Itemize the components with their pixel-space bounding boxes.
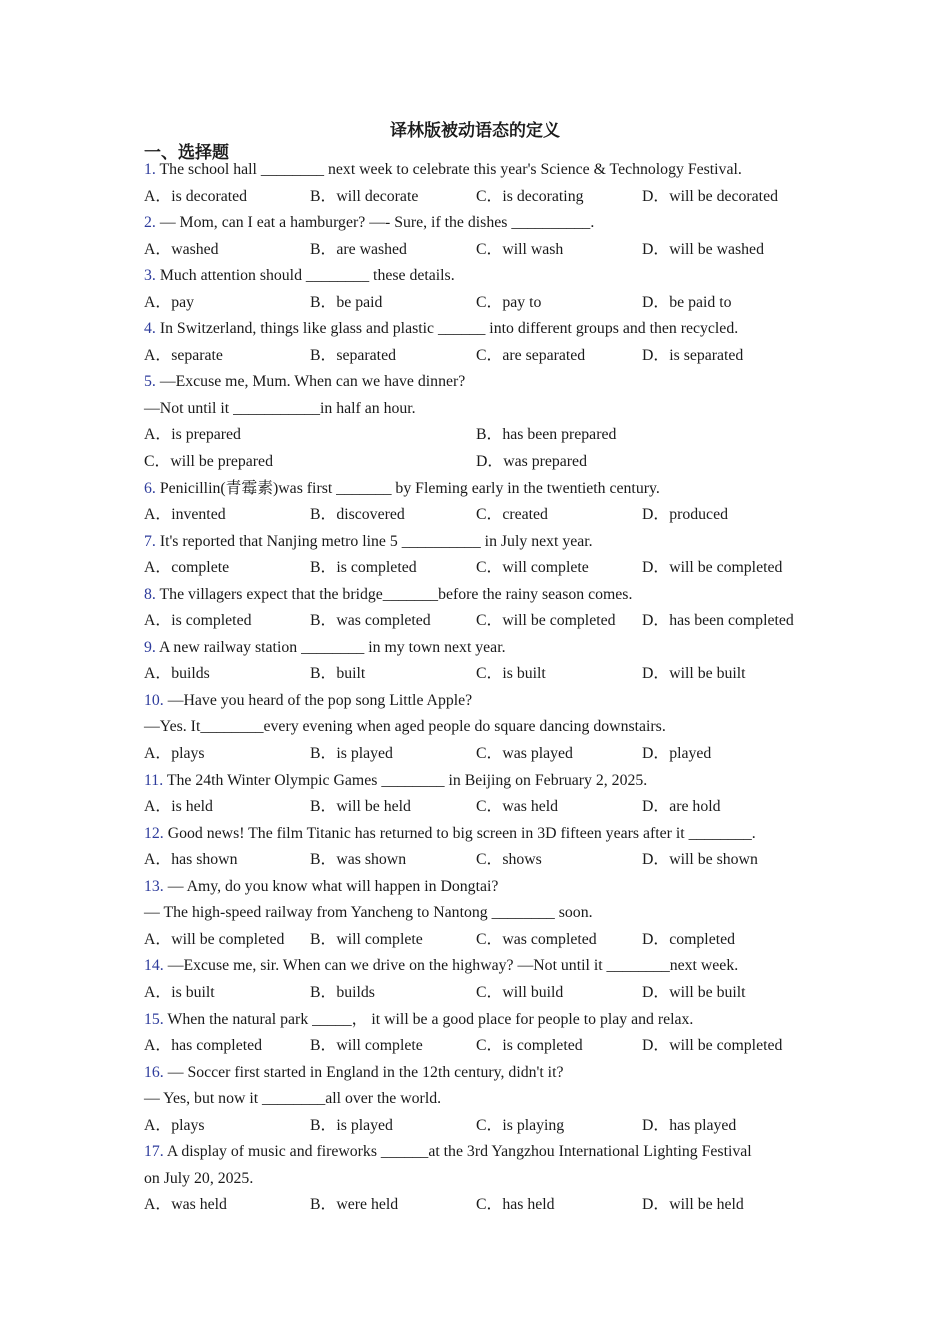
answer-option[interactable]: C．will complete bbox=[476, 559, 589, 577]
question-number: 1. bbox=[144, 161, 156, 178]
answer-option[interactable]: B．will decorate bbox=[310, 187, 419, 205]
answer-option[interactable]: D．is separated bbox=[642, 346, 744, 364]
answer-option[interactable]: A．has shown bbox=[144, 851, 238, 869]
question-number: 9. bbox=[144, 638, 156, 656]
question-5 bbox=[144, 369, 824, 475]
question-text: —Have you heard of the pop song Little Apple? bbox=[167, 691, 473, 709]
question-text: on July 20, 2025. bbox=[144, 1169, 254, 1187]
option-row bbox=[144, 661, 824, 688]
question-stem bbox=[144, 1060, 824, 1087]
question-stem-continued bbox=[144, 1086, 824, 1113]
answer-option[interactable]: B．will complete bbox=[310, 930, 423, 948]
question-9 bbox=[144, 635, 824, 688]
option-row bbox=[144, 1033, 824, 1060]
option-row bbox=[144, 290, 824, 317]
question-15 bbox=[144, 1007, 824, 1060]
question-text: The school hall ________ next week to celebrate this year's Science & Technology Festival. bbox=[159, 161, 742, 178]
question-stem bbox=[144, 874, 824, 901]
answer-option[interactable]: B．will complete bbox=[310, 1037, 423, 1055]
answer-option[interactable]: A．will be completed bbox=[144, 930, 285, 948]
answer-option[interactable]: A．washed bbox=[144, 240, 219, 258]
question-text: — Soccer first started in England in the 12th century, didn't it? bbox=[167, 1063, 564, 1081]
answer-option[interactable]: A．complete bbox=[144, 559, 230, 577]
option-row bbox=[144, 794, 824, 821]
question-stem-continued bbox=[144, 396, 824, 423]
answer-option[interactable]: C．shows bbox=[476, 851, 542, 869]
option-row bbox=[144, 502, 824, 529]
question-stem bbox=[144, 1007, 824, 1034]
answer-option[interactable]: A．is prepared bbox=[144, 426, 241, 444]
question-number: 7. bbox=[144, 532, 156, 550]
answer-option[interactable]: A．plays bbox=[144, 745, 205, 763]
answer-option[interactable]: C．pay to bbox=[476, 293, 542, 311]
option-row bbox=[144, 1192, 824, 1219]
question-text: When the natural park _____， it will be a good place for people to play and relax. bbox=[167, 1010, 694, 1028]
question-stem-continued bbox=[144, 714, 824, 741]
answer-option[interactable]: B．will be held bbox=[310, 798, 411, 816]
question-1 bbox=[144, 157, 824, 210]
question-2 bbox=[144, 210, 824, 263]
answer-option[interactable]: D．will be completed bbox=[642, 559, 783, 577]
answer-option[interactable]: D．completed bbox=[642, 930, 735, 948]
question-14 bbox=[144, 953, 824, 1006]
option-row bbox=[144, 555, 824, 582]
question-13 bbox=[144, 874, 824, 954]
question-stem bbox=[144, 635, 824, 662]
option-row bbox=[144, 184, 824, 211]
question-stem bbox=[144, 768, 824, 795]
answer-option[interactable]: A．invented bbox=[144, 506, 226, 524]
answer-option[interactable]: C．is decorating bbox=[476, 187, 584, 205]
question-number: 16. bbox=[144, 1063, 164, 1081]
answer-option[interactable]: D．has been completed bbox=[642, 612, 794, 630]
answer-option[interactable]: C．has held bbox=[476, 1196, 555, 1214]
option-row bbox=[144, 741, 824, 768]
option-row bbox=[144, 343, 824, 370]
answer-option[interactable]: B．discovered bbox=[310, 506, 405, 524]
question-text: — The high-speed railway from Yancheng to Nantong ________ soon. bbox=[144, 904, 593, 922]
option-row bbox=[144, 237, 824, 264]
answer-option[interactable]: B．are washed bbox=[310, 240, 407, 258]
question-text: — Amy, do you know what will happen in Dongtai? bbox=[167, 877, 499, 895]
question-number: 14. bbox=[144, 957, 164, 975]
answer-option[interactable]: D．was prepared bbox=[476, 453, 587, 471]
answer-option[interactable]: B．is played bbox=[310, 745, 393, 763]
question-text: Good news! The film Titanic has returned to big screen in 3D fifteen years after it ________. bbox=[167, 824, 756, 842]
question-text: Much attention should ________ these details. bbox=[159, 267, 455, 285]
question-stem bbox=[144, 210, 824, 237]
question-stem bbox=[144, 476, 824, 503]
answer-option[interactable]: A．separate bbox=[144, 346, 223, 364]
question-list bbox=[144, 157, 824, 1219]
question-text: — Yes, but now it ________all over the world. bbox=[144, 1090, 442, 1108]
answer-option[interactable]: C．will be completed bbox=[476, 612, 616, 630]
question-text: It's reported that Nanjing metro line 5 __________ in July next year. bbox=[159, 532, 593, 550]
question-text: —Excuse me, Mum. When can we have dinner? bbox=[159, 373, 466, 391]
answer-option[interactable]: A．plays bbox=[144, 1116, 205, 1134]
question-stem bbox=[144, 157, 824, 184]
question-number: 5. bbox=[144, 373, 156, 391]
question-stem bbox=[144, 529, 824, 556]
answer-option[interactable]: B．builds bbox=[310, 983, 375, 1001]
answer-option[interactable]: B．has been prepared bbox=[476, 426, 617, 444]
question-text: —Yes. It________every evening when aged people do square dancing downstairs. bbox=[144, 718, 666, 736]
answer-option[interactable]: C．is built bbox=[476, 665, 546, 683]
question-text: — Mom, can I eat a hamburger? —- Sure, if the dishes __________. bbox=[159, 214, 595, 232]
answer-option[interactable]: C．was completed bbox=[476, 930, 597, 948]
question-number: 13. bbox=[144, 877, 164, 895]
question-text: The villagers expect that the bridge_______before the rainy season comes. bbox=[159, 585, 633, 603]
answer-option[interactable]: B．were held bbox=[310, 1196, 399, 1214]
question-stem bbox=[144, 316, 824, 343]
answer-option[interactable]: A．is completed bbox=[144, 612, 252, 630]
answer-option[interactable]: C．is playing bbox=[476, 1116, 565, 1134]
question-stem bbox=[144, 369, 824, 396]
question-text: A new railway station ________ in my town next year. bbox=[158, 638, 506, 656]
answer-option[interactable]: D．has played bbox=[642, 1116, 737, 1134]
answer-option[interactable]: D．will be decorated bbox=[642, 187, 778, 205]
answer-option[interactable]: C．was played bbox=[476, 745, 573, 763]
answer-option[interactable]: D．are hold bbox=[642, 798, 721, 816]
answer-option[interactable]: C．created bbox=[476, 506, 548, 524]
option-row bbox=[144, 1113, 824, 1140]
question-text: The 24th Winter Olympic Games ________ in Beijing on February 2, 2025. bbox=[166, 771, 648, 789]
question-8 bbox=[144, 582, 824, 635]
answer-option[interactable]: A．was held bbox=[144, 1196, 227, 1214]
question-text: A display of music and fireworks ______at the 3rd Yangzhou International Lighting Festival bbox=[166, 1143, 752, 1161]
answer-option[interactable]: C．will be prepared bbox=[144, 453, 273, 471]
question-number: 8. bbox=[144, 585, 156, 603]
question-text: Penicillin(青霉素)was first _______ by Fleming early in the twentieth century. bbox=[159, 479, 660, 497]
question-stem bbox=[144, 821, 824, 848]
answer-option[interactable]: B．be paid bbox=[310, 293, 383, 311]
option-row bbox=[144, 449, 824, 476]
answer-option[interactable]: D．will be washed bbox=[642, 240, 764, 258]
answer-option[interactable]: A．is held bbox=[144, 798, 213, 816]
question-number: 10. bbox=[144, 691, 164, 709]
option-row bbox=[144, 422, 824, 449]
answer-option[interactable]: A．builds bbox=[144, 665, 210, 683]
question-number: 17. bbox=[144, 1143, 164, 1161]
question-3 bbox=[144, 263, 824, 316]
question-number: 6. bbox=[144, 479, 156, 497]
question-text: In Switzerland, things like glass and plastic ______ into different groups and then recycled. bbox=[159, 320, 739, 338]
answer-option[interactable]: D．played bbox=[642, 745, 712, 763]
question-stem-continued bbox=[144, 1166, 824, 1193]
question-number: 2. bbox=[144, 214, 156, 232]
answer-option[interactable]: D．produced bbox=[642, 506, 728, 524]
option-row bbox=[144, 980, 824, 1007]
answer-option[interactable]: C．will build bbox=[476, 983, 564, 1001]
question-number: 12. bbox=[144, 824, 164, 842]
answer-option[interactable]: B．separated bbox=[310, 346, 396, 364]
answer-option[interactable]: B．was shown bbox=[310, 851, 407, 869]
question-stem bbox=[144, 953, 824, 980]
question-number: 4. bbox=[144, 320, 156, 338]
answer-option[interactable]: A．is decorated bbox=[144, 187, 248, 205]
answer-option[interactable]: D．will be held bbox=[642, 1196, 744, 1214]
question-11 bbox=[144, 768, 824, 821]
page-title: 译林版被动语态的定义 bbox=[390, 121, 560, 141]
answer-option[interactable]: A．is built bbox=[144, 983, 215, 1001]
question-number: 15. bbox=[144, 1010, 164, 1028]
answer-option[interactable]: A．has completed bbox=[144, 1037, 263, 1055]
answer-option[interactable]: D．will be completed bbox=[642, 1037, 783, 1055]
section-heading: 一、选择题 bbox=[144, 143, 229, 163]
question-7 bbox=[144, 529, 824, 582]
question-stem bbox=[144, 263, 824, 290]
question-text: —Not until it ___________in half an hour. bbox=[144, 399, 416, 417]
answer-option[interactable]: C．will wash bbox=[476, 240, 564, 258]
question-stem bbox=[144, 1139, 824, 1166]
option-row bbox=[144, 608, 824, 635]
answer-option[interactable]: C．was held bbox=[476, 798, 559, 816]
answer-option[interactable]: D．will be built bbox=[642, 665, 746, 683]
option-row bbox=[144, 927, 824, 954]
question-stem-continued bbox=[144, 900, 824, 927]
answer-option[interactable]: B．is played bbox=[310, 1116, 393, 1134]
option-row bbox=[144, 847, 824, 874]
question-17 bbox=[144, 1139, 824, 1219]
answer-option[interactable]: B．is completed bbox=[310, 559, 417, 577]
answer-option[interactable]: B．built bbox=[310, 665, 366, 683]
answer-option[interactable]: C．is completed bbox=[476, 1037, 583, 1055]
question-number: 11. bbox=[144, 771, 164, 789]
question-12 bbox=[144, 821, 824, 874]
question-4 bbox=[144, 316, 824, 369]
answer-option[interactable]: A．pay bbox=[144, 293, 195, 311]
question-16 bbox=[144, 1060, 824, 1140]
question-text: —Excuse me, sir. When can we drive on the highway? —Not until it ________next week. bbox=[167, 957, 739, 975]
question-6 bbox=[144, 476, 824, 529]
question-stem bbox=[144, 582, 824, 609]
question-10 bbox=[144, 688, 824, 768]
answer-option[interactable]: D．be paid to bbox=[642, 293, 732, 311]
question-stem bbox=[144, 688, 824, 715]
question-number: 3. bbox=[144, 267, 156, 285]
answer-option[interactable]: B．was completed bbox=[310, 612, 431, 630]
answer-option[interactable]: C．are separated bbox=[476, 346, 586, 364]
answer-option[interactable]: D．will be shown bbox=[642, 851, 758, 869]
answer-option[interactable]: D．will be built bbox=[642, 983, 746, 1001]
